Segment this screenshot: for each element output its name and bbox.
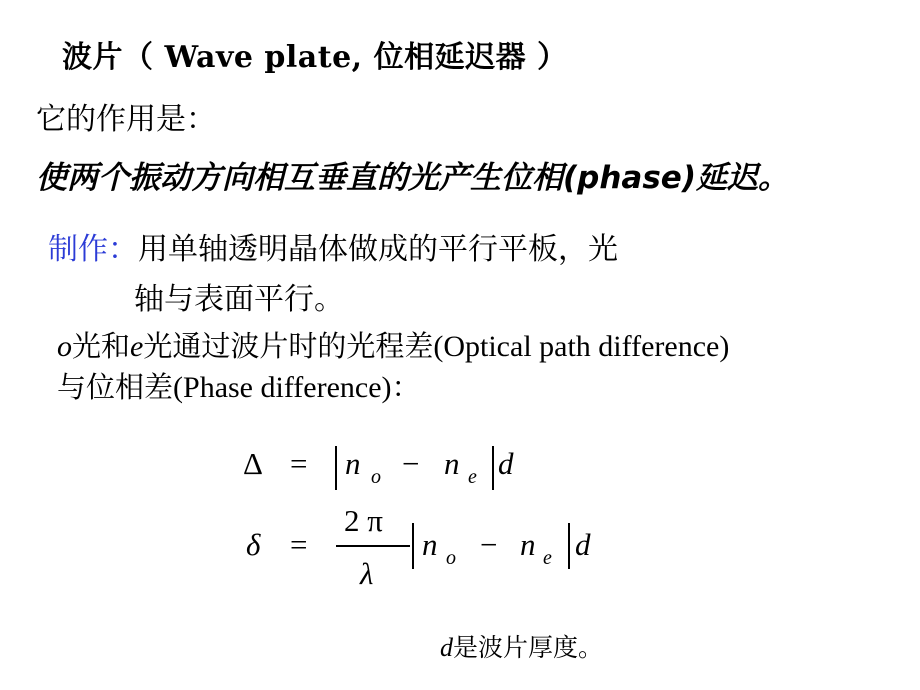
formula1-equals: = (290, 446, 308, 481)
formula1-sub-e: e (468, 466, 477, 488)
slide-title: 波片（ Wave plate, 位相延迟器 ） (62, 40, 568, 75)
opd-en1: (Optical path difference) (433, 330, 730, 363)
opd-colon: ： (391, 370, 421, 404)
formula2-equals: = (290, 527, 308, 562)
formula2-numerator: 2 π (344, 503, 383, 538)
opd-o-symbol: o (57, 330, 72, 363)
making-label: 制作： (48, 232, 138, 267)
formula1-lhs: Δ (243, 446, 263, 481)
formula2-minus: − (480, 527, 498, 562)
opd-e-symbol: e (130, 330, 144, 363)
note-d-symbol: d (440, 633, 453, 662)
intro-text: 它的作用是： (36, 102, 216, 137)
making-text-line1: 用单轴透明晶体做成的平行平板，光 (138, 232, 618, 267)
formula1-n-e: n (444, 446, 460, 481)
formula1-n-o: n (345, 446, 361, 481)
formula2-d: d (575, 527, 591, 562)
formula1-d: d (498, 446, 514, 481)
formula1-minus: − (402, 446, 420, 481)
purpose-text: 使两个振动方向相互垂直的光产生位相(phase)延迟。 (36, 160, 789, 196)
formula2-lhs: δ (246, 527, 261, 562)
thickness-note (440, 628, 603, 664)
formula2-sub-o: o (446, 547, 456, 569)
opd-text3: 与位相差 (57, 370, 174, 404)
formula2-sub-e: e (543, 547, 552, 569)
making-paragraph (48, 225, 748, 325)
opd-paragraph (57, 326, 757, 408)
opd-text2: 光通过波片时的光程差 (143, 329, 434, 363)
formula2-n-o: n (422, 527, 438, 562)
making-text-line2: 轴与表面平行。 (134, 282, 344, 317)
formula2-n-e: n (520, 527, 536, 562)
note-text: 是波片厚度。 (453, 633, 604, 662)
formula2-fraction-bar (336, 545, 410, 547)
formula2-abs-bar-left (412, 523, 414, 569)
opd-text1: 光和 (72, 329, 131, 363)
formula2-abs-bar-right (568, 523, 570, 569)
formula1-sub-o: o (371, 466, 381, 488)
formula1-abs-bar-right (492, 446, 494, 490)
formula2-denominator: λ (360, 556, 374, 591)
formula1-abs-bar-left (335, 446, 337, 490)
opd-en2: (Phase difference) (173, 371, 392, 404)
